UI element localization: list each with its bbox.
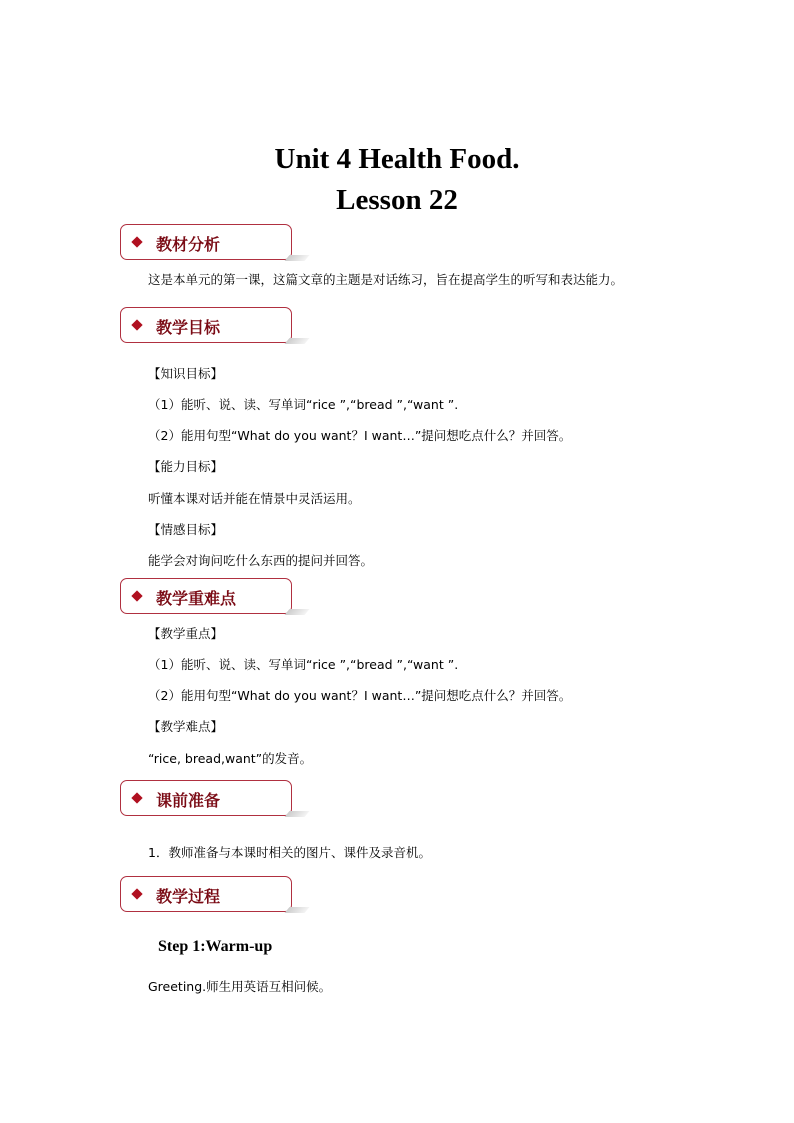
- knowledge-goal-label: 【知识目标】: [148, 366, 224, 381]
- step-1-text: Greeting.师生用英语互相问候。: [148, 979, 332, 994]
- diamond-bullet-icon: [131, 236, 142, 247]
- difficult-point-text: “rice, bread,want”的发音。: [148, 751, 313, 766]
- emotion-goal-label: 【情感目标】: [148, 522, 224, 537]
- preparation-text: 1．教师准备与本课时相关的图片、课件及录音机。: [148, 845, 431, 860]
- section-heading-label: 教学重难点: [156, 589, 237, 608]
- emotion-goal-text: 能学会对询问吃什么东西的提问并回答。: [148, 553, 374, 568]
- knowledge-goal-2: （2）能用句型“What do you want？I want…”提问想吃点什么？并回答。: [148, 428, 572, 443]
- diamond-bullet-icon: [131, 319, 142, 330]
- section-heading-preparation: [120, 780, 292, 816]
- section-heading-label: 教学目标: [156, 318, 221, 337]
- diamond-bullet-icon: [131, 590, 142, 601]
- section-heading-label: 教学过程: [156, 887, 221, 906]
- section-heading-process: [120, 876, 292, 912]
- ability-goal-label: 【能力目标】: [148, 459, 224, 474]
- document-title: Unit 4 Health Food.: [274, 143, 520, 175]
- key-point-2: （2）能用句型“What do you want？I want…”提问想吃点什么？并回答。: [148, 688, 572, 703]
- document-subtitle: Lesson 22: [336, 184, 458, 216]
- section-heading-key-points: [120, 578, 292, 614]
- section-heading-label: 课前准备: [156, 791, 221, 810]
- difficult-point-label: 【教学难点】: [148, 719, 224, 734]
- knowledge-goal-1: （1）能听、说、读、写单词“rice ”,“bread ”,“want ”.: [148, 397, 459, 412]
- analysis-text: 这是本单元的第一课，这篇文章的主题是对话练习，旨在提高学生的听写和表达能力。: [148, 272, 624, 287]
- ability-goal-text: 听懂本课对话并能在情景中灵活运用。: [148, 491, 361, 506]
- section-heading-analysis: [120, 224, 292, 260]
- section-heading-objectives: [120, 307, 292, 343]
- key-point-1: （1）能听、说、读、写单词“rice ”,“bread ”,“want ”.: [148, 657, 459, 672]
- diamond-bullet-icon: [131, 792, 142, 803]
- step-1-heading: Step 1:Warm-up: [158, 938, 273, 955]
- key-point-label: 【教学重点】: [148, 626, 224, 641]
- diamond-bullet-icon: [131, 888, 142, 899]
- section-heading-label: 教材分析: [156, 235, 221, 254]
